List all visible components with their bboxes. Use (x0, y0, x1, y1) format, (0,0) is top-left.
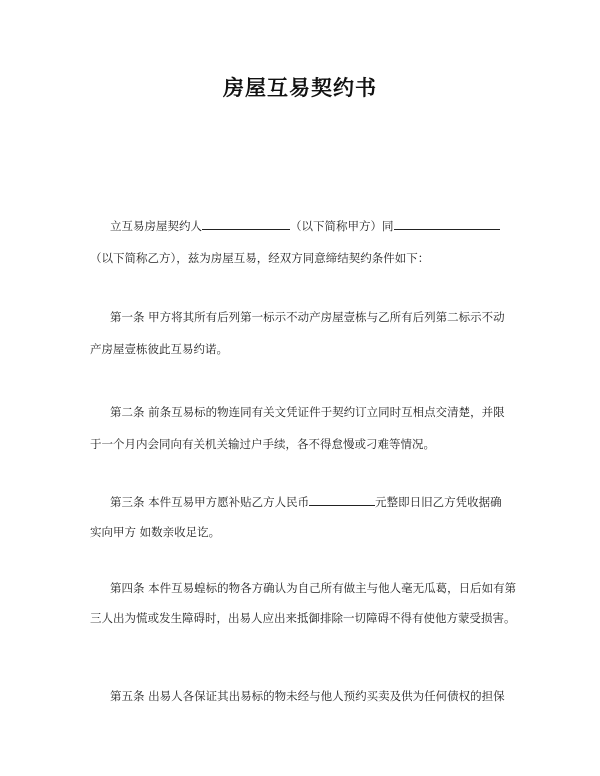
article-3-text-a: 第三条 本件互易甲方愿补贴乙方人民币 (110, 495, 310, 509)
article-1-line-2: 产房屋壹栋彼此互易约诺。 (90, 342, 228, 356)
party-a-blank (202, 218, 290, 230)
article-2-line-1: 第二条 前条互易标的物连同有关文凭证件于契约订立同时互相点交清楚，并限 (110, 405, 505, 419)
amount-blank (309, 494, 375, 506)
intro-party-a-label: 立互易房屋契约人 (110, 219, 202, 233)
document-title: 房屋互易契约书 (223, 76, 377, 100)
article-4-line-1: 第四条 本件互易蝗标的物各方确认为自己所有做主与他人毫无瓜葛，日后如有第 (110, 581, 517, 595)
intro-line-1 (110, 218, 500, 234)
intro-party-b-label: （以下简称甲方）同 (290, 219, 394, 233)
article-5-line-1: 第五条 出易人各保证其出易标的物未经与他人预约买卖及供为任何债权的担保 (110, 689, 505, 703)
article-3-line-2: 实向甲方 如数亲收足讫。 (90, 525, 221, 539)
article-3-line-1 (110, 494, 502, 510)
intro-line-2: （以下简称乙方），兹为房屋互易，经双方同意缔结契约条件如下： (90, 251, 430, 265)
article-3-text-b: 元整即日旧乙方凭收据确 (375, 495, 502, 509)
article-4-line-2: 三人出为慌或发生障碍时，出易人应出来抵御排除一切障碍不得有使他方蒙受损害。 (90, 611, 516, 625)
article-2-line-2: 于一个月内会同向有关机关输过户手续，各不得怠慢或刁难等情况。 (90, 437, 435, 451)
article-1-line-1: 第一条 甲方将其所有后列第一标示不动产房屋壹栋与乙所有后列第二标示不动 (110, 310, 505, 324)
party-b-blank (394, 218, 500, 230)
